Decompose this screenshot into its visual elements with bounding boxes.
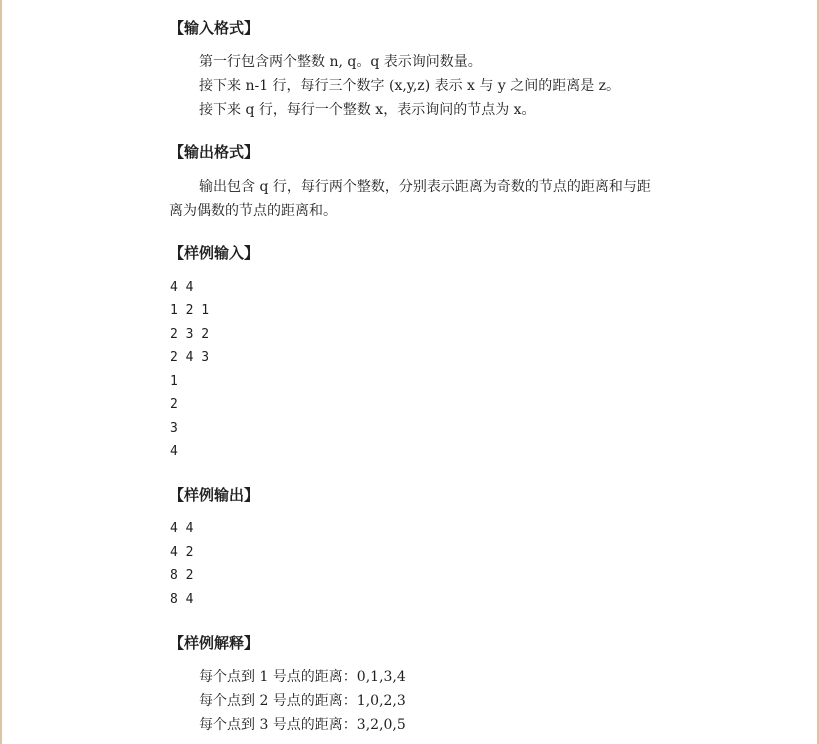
sample-input-line: 3: [170, 421, 178, 436]
sample-explanation-line: 每个点到 3 号点的距离：3,2,0,5: [199, 717, 406, 733]
sample-output-line: 4 2: [170, 545, 194, 560]
sample-output-line: 4 4: [170, 521, 194, 536]
sample-output-line: 8 2: [170, 568, 194, 583]
sample-explanation-heading: 【样例解释】: [169, 634, 260, 652]
input-format-line: 接下来 n-1 行，每行三个数字 (x,y,z) 表示 x 与 y 之间的距离是 z。: [199, 78, 621, 94]
sample-input-line: 2 3 2: [170, 327, 210, 342]
input-format-line: 接下来 q 行，每行一个整数 x，表示询问的节点为 x。: [199, 102, 536, 118]
page-border-left: [0, 0, 2, 744]
sample-input-line: 4 4: [170, 280, 194, 295]
sample-input-line: 2 4 3: [170, 350, 210, 365]
output-format-paragraph: 输出包含 q 行，每行两个整数，分别表示距离为奇数的节点的距离和与距离为偶数的节点的距离和。: [169, 179, 651, 219]
sample-explanation-line: 每个点到 2 号点的距离：1,0,2,3: [199, 693, 406, 709]
sample-input-line: 1: [170, 374, 178, 389]
sample-input-line: 4: [170, 444, 178, 459]
input-format-heading: 【输入格式】: [169, 19, 260, 37]
sample-explanation-line: 每个点到 1 号点的距离：0,1,3,4: [199, 669, 406, 685]
sample-input-heading: 【样例输入】: [169, 244, 260, 262]
sample-output-line: 8 4: [170, 592, 194, 607]
sample-output-heading: 【样例输出】: [169, 486, 260, 504]
output-format-heading: 【输出格式】: [169, 143, 260, 161]
input-format-line: 第一行包含两个整数 n, q。q 表示询问数量。: [199, 54, 482, 70]
sample-input-line: 1 2 1: [170, 303, 210, 318]
sample-input-line: 2: [170, 397, 178, 412]
